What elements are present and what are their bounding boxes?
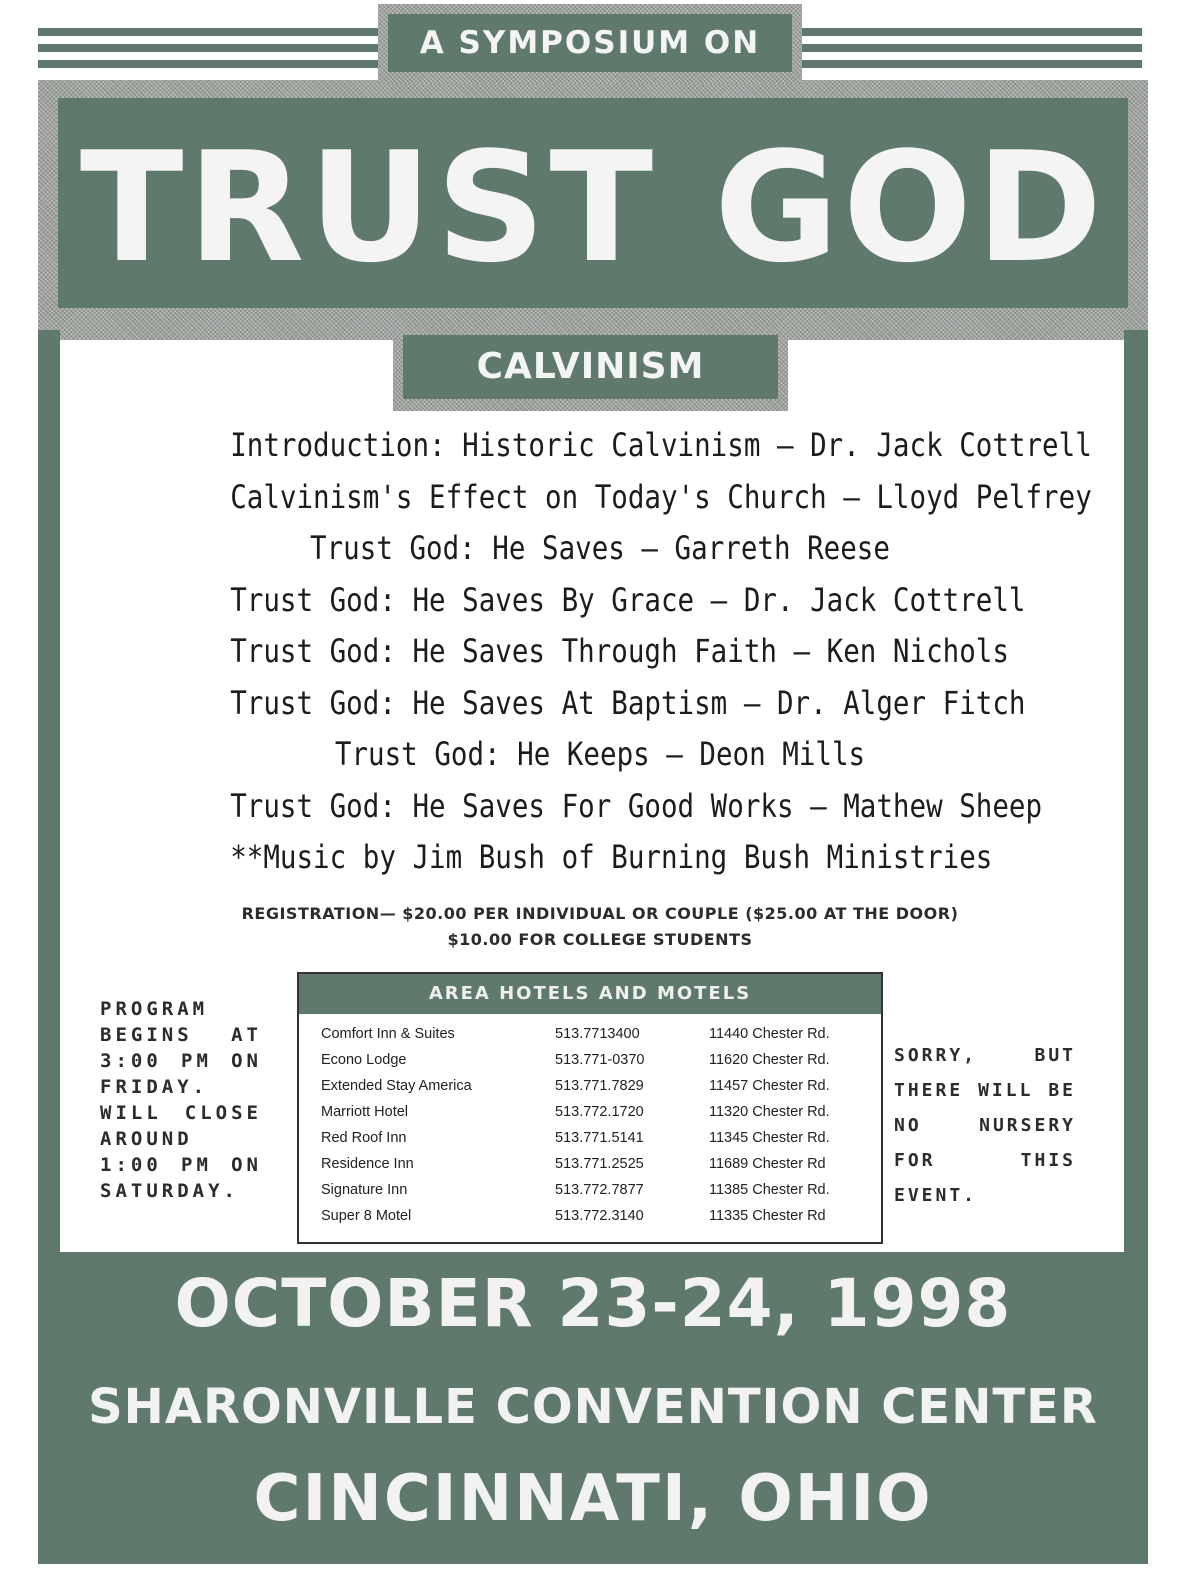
hotel-phone: 513.771.2525 <box>555 1156 644 1172</box>
event-venue: SHARONVILLE CONVENTION CENTER <box>88 1379 1098 1435</box>
table-row <box>321 1026 861 1052</box>
hotel-phone: 513.772.3140 <box>555 1208 644 1224</box>
program-item: Trust God: He Saves Through Faith — Ken Nichols <box>230 632 1009 670</box>
program-list <box>230 420 1092 884</box>
table-row <box>321 1208 861 1234</box>
program-start-note: PROGRAM BEGINS AT 3:00 PM ON FRIDAY. WILL CLOSE AROUND 1:00 PM ON SATURDAY. <box>100 998 262 1202</box>
table-row <box>321 1052 861 1078</box>
top-stripe-right-2 <box>797 44 1142 52</box>
event-city: CINCINNATI, OHIO <box>253 1462 933 1536</box>
top-stripe-left-3 <box>38 60 383 68</box>
hotel-phone: 513.771-0370 <box>555 1052 645 1068</box>
hotel-address: 11620 Chester Rd. <box>709 1052 830 1068</box>
registration-line-2: $10.00 FOR COLLEGE STUDENTS <box>447 930 753 949</box>
hotel-name: Comfort Inn & Suites <box>321 1026 455 1042</box>
hotel-name: Extended Stay America <box>321 1078 472 1094</box>
hotels-table <box>297 972 883 1244</box>
symposium-label: A SYMPOSIUM ON <box>388 14 792 72</box>
hotel-address: 11440 Chester Rd. <box>709 1026 830 1042</box>
program-item: Trust God: He Saves — Garreth Reese <box>310 529 890 567</box>
program-item: Trust God: He Keeps — Deon Mills <box>334 735 866 773</box>
top-stripe-left-2 <box>38 44 383 52</box>
calvinism-label: CALVINISM <box>403 335 778 399</box>
hotel-address: 11320 Chester Rd. <box>709 1104 830 1120</box>
music-credit: **Music by Jim Bush of Burning Bush Ministries <box>230 838 993 876</box>
hotel-name: Red Roof Inn <box>321 1130 407 1146</box>
program-item: Calvinism's Effect on Today's Church — Lloyd Pelfrey <box>230 477 1092 516</box>
program-item: Trust God: He Saves By Grace — Dr. Jack Cottrell <box>230 580 1026 619</box>
registration-line-1: REGISTRATION— $20.00 PER INDIVIDUAL OR COUPLE ($25.00 AT THE DOOR) <box>241 904 959 923</box>
table-row <box>321 1182 861 1208</box>
hotel-address: 11457 Chester Rd. <box>709 1078 830 1094</box>
top-stripe-right-3 <box>797 60 1142 68</box>
nursery-note: SORRY, BUT THERE WILL BE NO NURSERY FOR THIS EVENT. <box>894 1045 1076 1206</box>
hotel-address: 11335 Chester Rd <box>709 1208 826 1224</box>
hotel-phone: 513.772.1720 <box>555 1104 644 1120</box>
hotel-phone: 513.772.7877 <box>555 1182 644 1198</box>
program-item: Trust God: He Saves At Baptism — Dr. Alger Fitch <box>230 683 1026 722</box>
top-stripe-left-1 <box>38 28 383 36</box>
program-item: Introduction: Historic Calvinism — Dr. Jack Cottrell <box>230 426 1092 464</box>
table-row <box>321 1104 861 1130</box>
top-stripe-right-1 <box>797 28 1142 36</box>
table-row <box>321 1078 861 1104</box>
hotel-address: 11385 Chester Rd. <box>709 1182 830 1198</box>
table-row <box>321 1130 861 1156</box>
hotel-address: 11345 Chester Rd. <box>709 1130 830 1146</box>
table-row <box>321 1156 861 1182</box>
page-title: TRUST GOD <box>58 98 1128 308</box>
frame-left-border <box>38 330 60 1260</box>
hotels-heading: AREA HOTELS AND MOTELS <box>299 974 881 1014</box>
hotel-address: 11689 Chester Rd <box>709 1156 826 1172</box>
event-date: OCTOBER 23-24, 1998 <box>174 1265 1012 1342</box>
hotel-phone: 513.771.7829 <box>555 1078 644 1094</box>
hotel-phone: 513.7713400 <box>555 1026 640 1042</box>
hotel-name: Signature Inn <box>321 1182 408 1198</box>
hotel-name: Marriott Hotel <box>321 1104 409 1120</box>
hotel-name: Residence Inn <box>321 1156 414 1172</box>
program-item: Trust God: He Saves For Good Works — Mathew Sheep <box>230 786 1043 825</box>
hotel-name: Super 8 Motel <box>321 1208 412 1224</box>
hotel-phone: 513.771.5141 <box>555 1130 644 1146</box>
hotel-name: Econo Lodge <box>321 1052 407 1068</box>
frame-right-border <box>1124 330 1148 1260</box>
